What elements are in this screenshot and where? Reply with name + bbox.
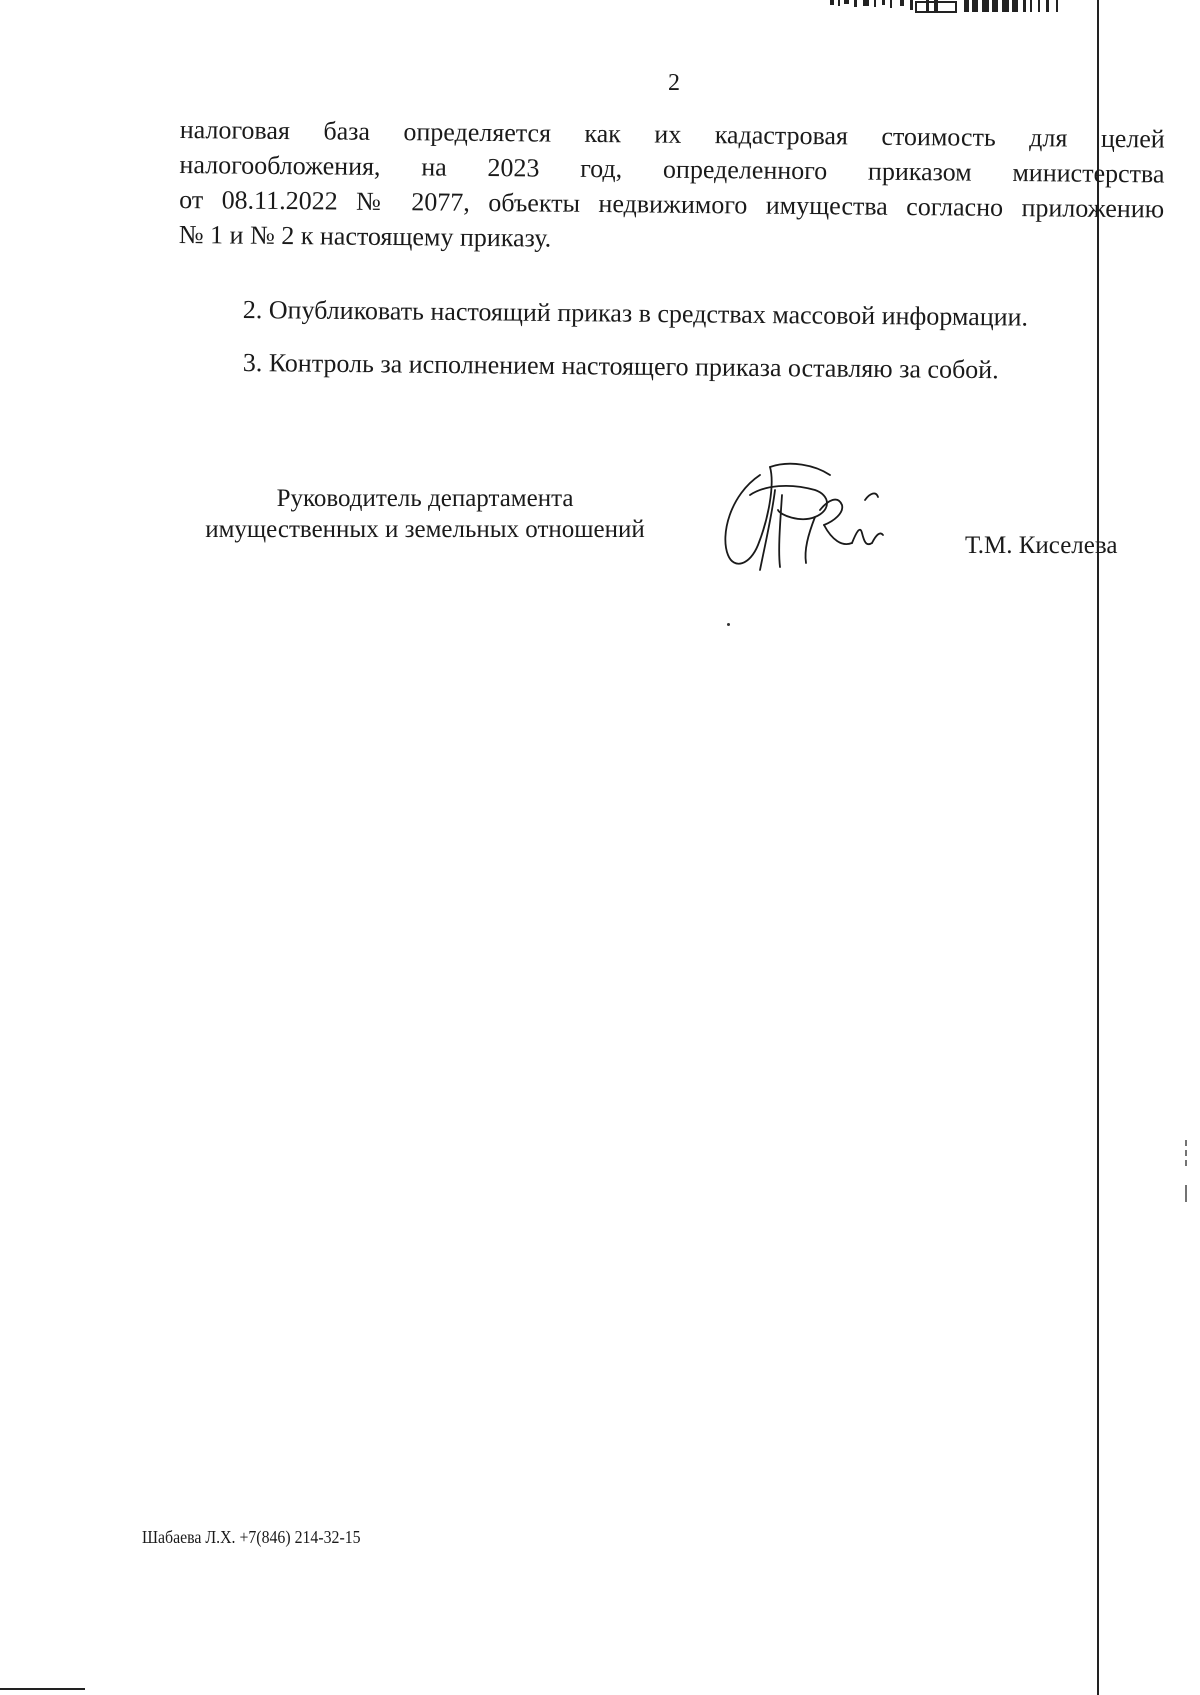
paragraph-1-line: от 08.11.2022 № 2077, объекты недвижимого имущества согласно приложению [179, 185, 1165, 224]
paragraph-1-line: № 1 и № 2 к настоящему приказу. [178, 220, 552, 253]
handwritten-signature [720, 455, 890, 575]
paragraph-3: 3. Контроль за исполнением настоящего приказа оставляю за собой. [242, 347, 999, 385]
paragraph-1-line: налоговая база определяется как их кадастровая стоимость для целей [179, 114, 1165, 154]
paragraph-2: 2. Опубликовать настоящий приказ в средствах массовой информации. [242, 294, 1029, 332]
paragraph-1-line: налогообложения, на 2023 год, определенного приказом министерства [179, 150, 1165, 189]
scan-speck [727, 623, 730, 626]
executor-contact: Шабаева Л.Х. +7(846) 214-32-15 [142, 1527, 361, 1547]
paragraph-1 [179, 112, 1165, 262]
barcode-fragment [830, 0, 1090, 14]
page-number: 2 [668, 70, 680, 96]
signatory-position-line-2: имущественных и земельных отношений [205, 516, 645, 544]
scan-edge-bottom [0, 1688, 85, 1690]
signatory-position-line-1: Руководитель департамента [276, 485, 574, 512]
signer-name: Т.М. Киселева [965, 532, 1118, 559]
scan-tick-marks [1184, 1140, 1188, 1205]
signatory-position [170, 483, 680, 546]
